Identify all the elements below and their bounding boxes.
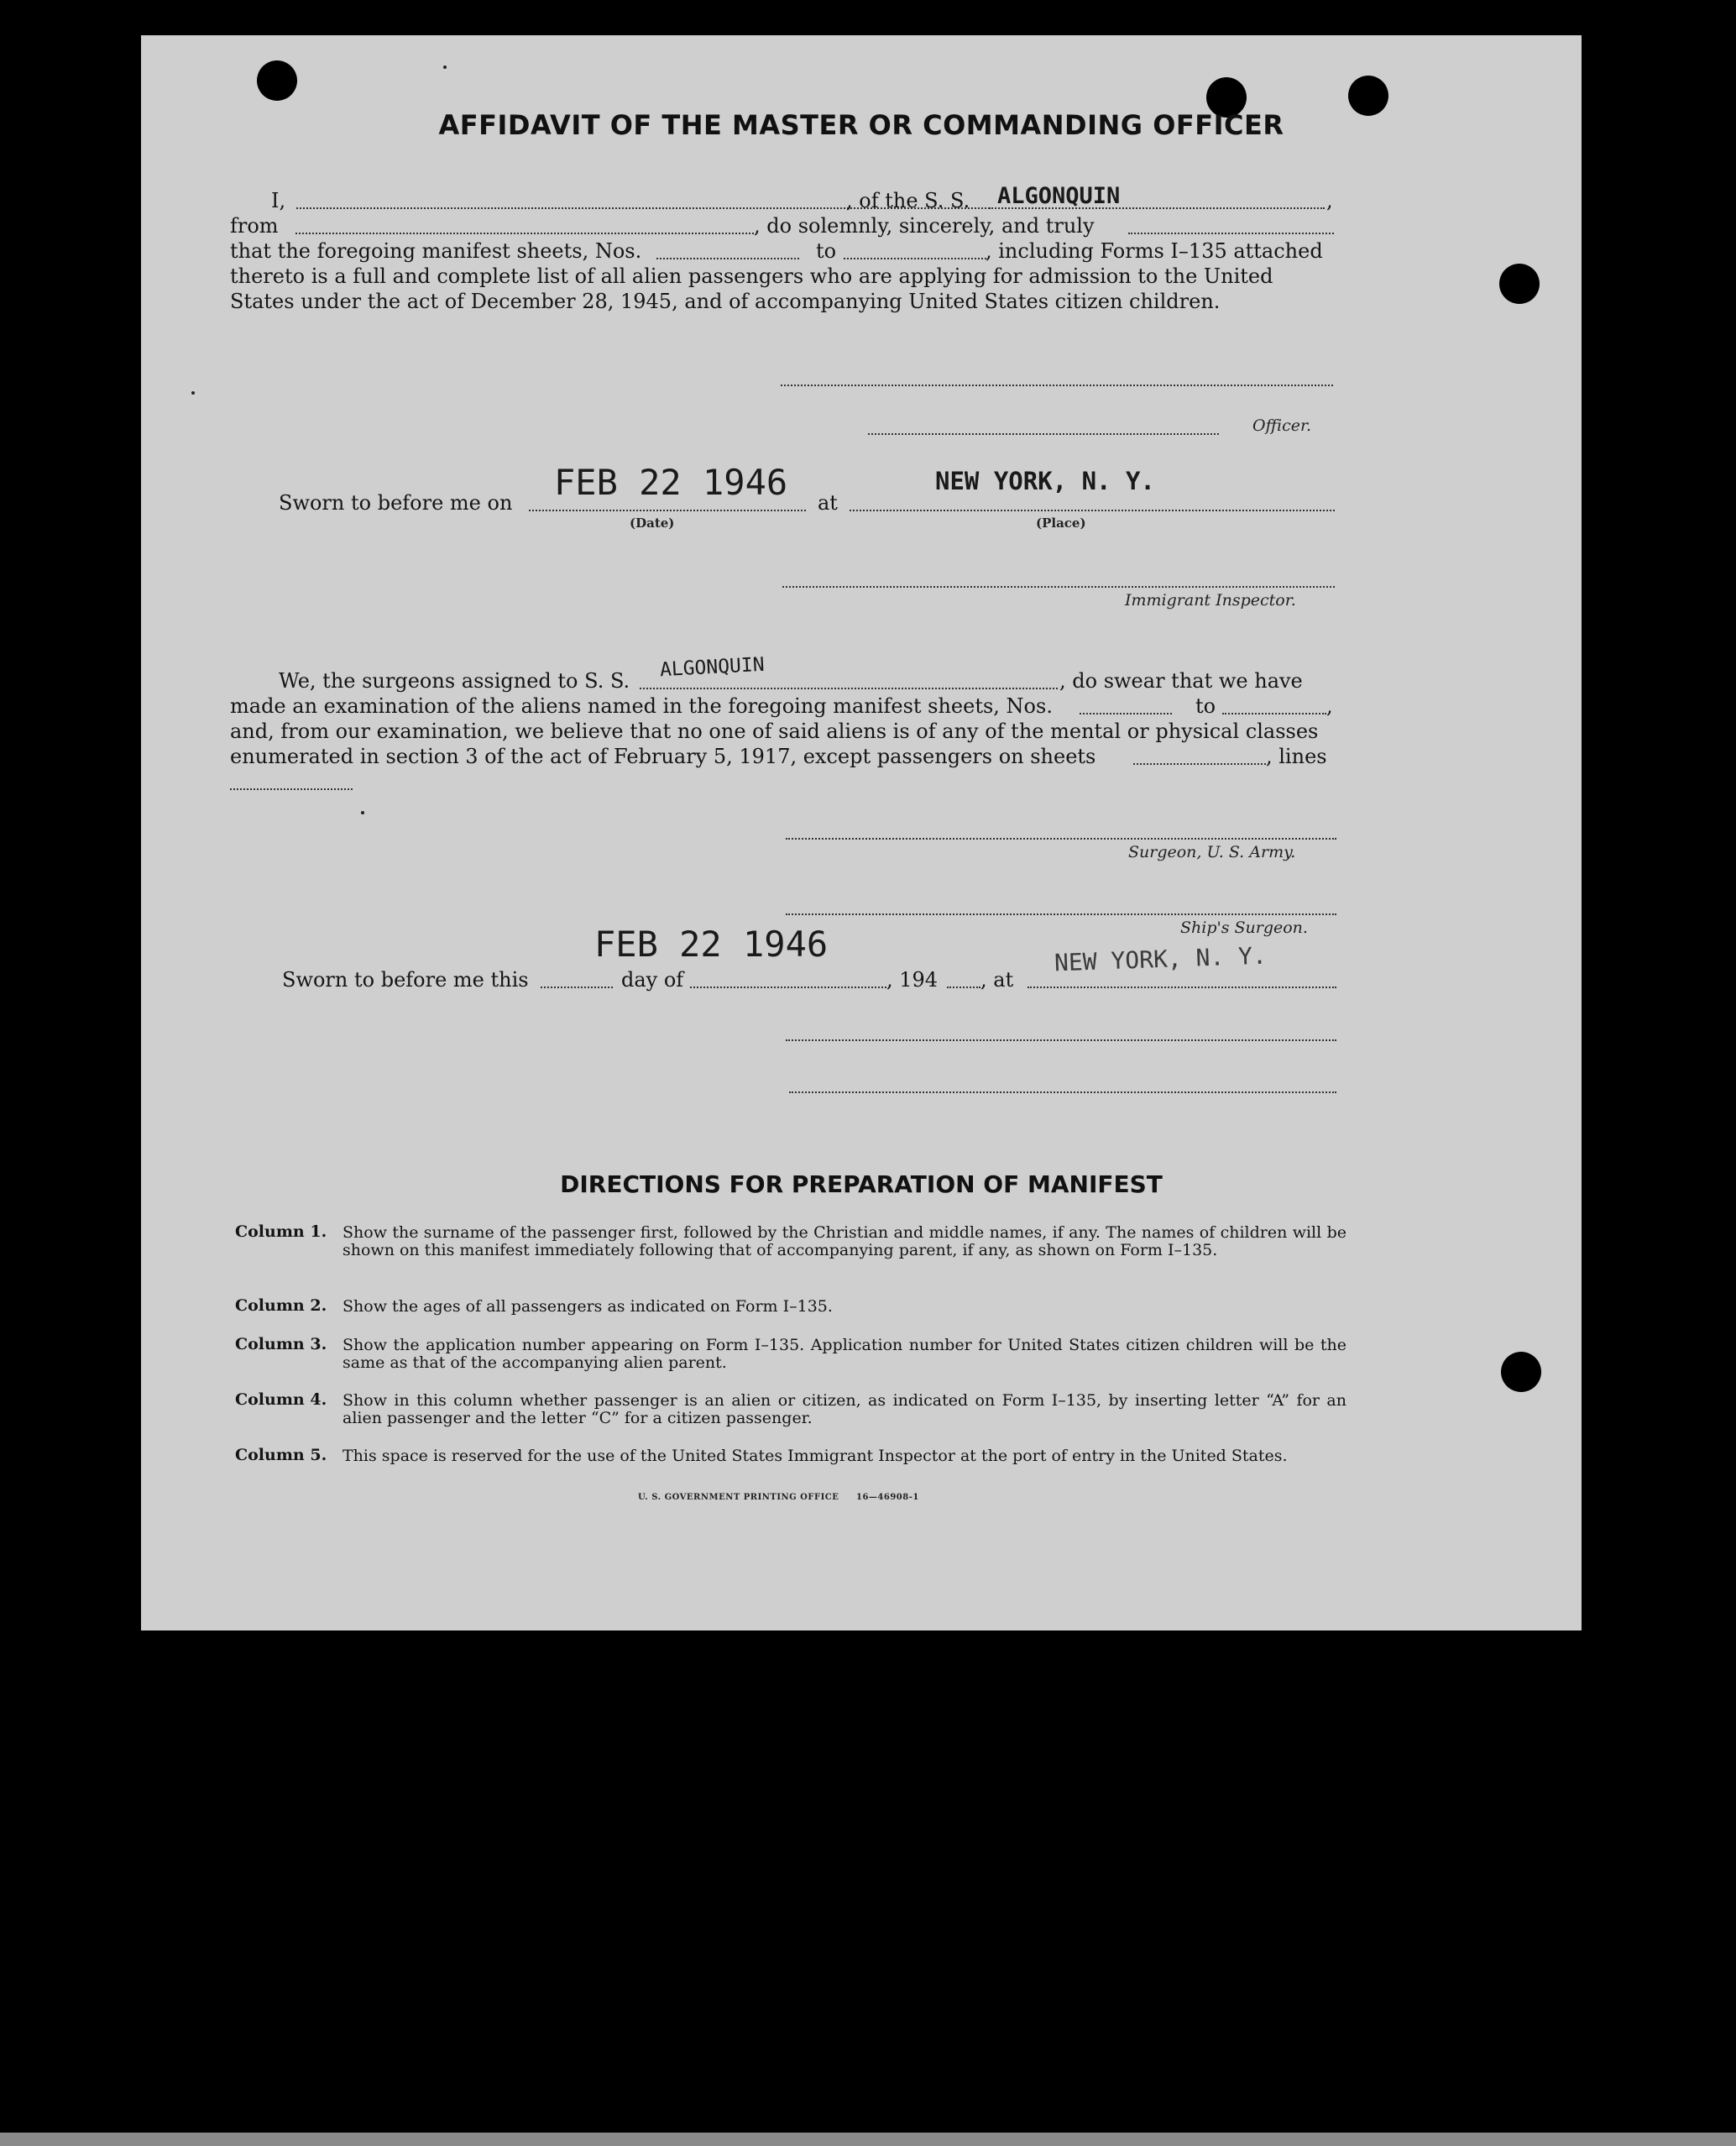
speck bbox=[191, 391, 195, 395]
printer-imprint: U. S. GOVERNMENT PRINTING OFFICE bbox=[638, 1493, 839, 1502]
army-surgeon-caption: Surgeon, U. S. Army. bbox=[1128, 843, 1296, 861]
place-stamp: NEW YORK, N. Y. bbox=[935, 467, 1155, 495]
surgeons-swear: , do swear that we have bbox=[1059, 669, 1303, 693]
place-stamp-2: NEW YORK, N. Y. bbox=[1054, 941, 1268, 977]
inspector-signature-line bbox=[782, 586, 1335, 588]
affidavit-sheets: that the foregoing manifest sheets, Nos. bbox=[230, 239, 642, 263]
sworn2-year-line bbox=[947, 987, 980, 988]
sworn2-month-line bbox=[690, 987, 886, 988]
sworn2-place-line bbox=[1027, 987, 1336, 988]
surgeons-line2: made an examination of the aliens named in the foregoing manifest sheets, Nos. bbox=[230, 694, 1053, 718]
form-code: 16—46908-1 bbox=[856, 1493, 919, 1502]
affidavit-solemnly: , do solemnly, sincerely, and truly bbox=[754, 214, 1095, 238]
affidavit-i: I, bbox=[271, 189, 286, 212]
officer-caption: Officer. bbox=[1252, 416, 1312, 435]
ship-name-line bbox=[989, 207, 1325, 209]
document-page bbox=[141, 35, 1582, 1630]
affidavit-to: to bbox=[816, 239, 837, 263]
date-stamp-2: FEB 22 1946 bbox=[594, 924, 829, 965]
direction-label-1: Column 1. bbox=[235, 1222, 327, 1241]
directions-title: DIRECTIONS FOR PREPARATION OF MANIFEST bbox=[560, 1170, 1163, 1198]
sheet-from-line bbox=[656, 258, 799, 259]
direction-label-5: Column 5. bbox=[235, 1446, 327, 1464]
affidavit-from: from bbox=[230, 214, 279, 238]
sworn2-at: , at bbox=[980, 968, 1014, 992]
sworn-date-line bbox=[529, 510, 806, 511]
punch-hole bbox=[1499, 264, 1540, 304]
scan-edge-band bbox=[0, 2133, 1736, 2146]
date-caption: (Date) bbox=[630, 516, 675, 531]
oath-line bbox=[1128, 233, 1334, 234]
sworn2-signature-line-1 bbox=[786, 1039, 1336, 1041]
direction-label-4: Column 4. bbox=[235, 1390, 327, 1409]
direction-text-3: Show the application number appearing on Form I–135. Application number for United States citizen children will be the same as that of the accompanying alien parent. bbox=[342, 1336, 1346, 1372]
speck bbox=[443, 65, 447, 69]
surgeon-sheet-to-line bbox=[1222, 713, 1326, 714]
surgeon-sheet-from-line bbox=[1080, 713, 1172, 714]
surgeons-intro: We, the surgeons assigned to S. S. bbox=[279, 669, 630, 693]
surgeons-comma: , bbox=[1326, 694, 1333, 718]
punch-hole bbox=[257, 60, 297, 101]
punch-hole bbox=[1501, 1352, 1541, 1392]
affidavit-forms: , including Forms I–135 attached bbox=[986, 239, 1323, 263]
direction-text-1: Show the surname of the passenger first, followed by the Christian and middle names, if any. The names of children will be shown on this manifest immediately following that of accompanying parent, if any, as shown on Form I–135. bbox=[342, 1223, 1346, 1259]
speck bbox=[361, 811, 364, 814]
direction-label-3: Column 3. bbox=[235, 1335, 327, 1353]
sworn2-day-line bbox=[541, 987, 613, 988]
officer-signature-line-1 bbox=[781, 385, 1333, 386]
direction-text-2: Show the ages of all passengers as indicated on Form I–135. bbox=[342, 1297, 833, 1316]
sworn-at: at bbox=[818, 491, 838, 515]
direction-text-5: This space is reserved for the use of the United States Immigrant Inspector at the port of entry in the United States. bbox=[342, 1447, 1288, 1465]
direction-label-2: Column 2. bbox=[235, 1296, 327, 1315]
sworn-place-line bbox=[850, 510, 1335, 511]
affidavit-line4: thereto is a full and complete list of all alien passengers who are applying for admission to the United bbox=[230, 264, 1273, 288]
surgeon-ship-line bbox=[640, 688, 1058, 689]
from-port-line bbox=[295, 233, 754, 234]
sworn2-this: Sworn to before me this bbox=[282, 968, 529, 992]
except-lines-line bbox=[230, 788, 353, 790]
inspector-caption: Immigrant Inspector. bbox=[1125, 591, 1296, 610]
surgeons-to: to bbox=[1195, 694, 1216, 718]
affidavit-title: AFFIDAVIT OF THE MASTER OR COMMANDING OFFICER bbox=[438, 109, 1284, 141]
ship-surgeon-signature-line bbox=[786, 913, 1336, 915]
affidavit-line5: States under the act of December 28, 1945, and of accompanying United States citizen children. bbox=[230, 290, 1221, 313]
affidavit-comma: , bbox=[1326, 189, 1333, 212]
sworn-label: Sworn to before me on bbox=[279, 491, 513, 515]
place-caption: (Place) bbox=[1036, 516, 1086, 531]
ship-surgeon-caption: Ship's Surgeon. bbox=[1180, 919, 1308, 937]
surgeons-line3: and, from our examination, we believe that no one of said aliens is of any of the mental or physical classes bbox=[230, 720, 1319, 743]
surgeon-ship-stamp: ALGONQUIN bbox=[659, 653, 766, 682]
affidavit-of-ss: , of the S. S. bbox=[846, 189, 970, 212]
sheet-to-line bbox=[844, 258, 986, 259]
surgeons-line4: enumerated in section 3 of the act of February 5, 1917, except passengers on sheets bbox=[230, 745, 1096, 768]
except-sheets-line bbox=[1133, 763, 1266, 765]
date-stamp: FEB 22 1946 bbox=[554, 462, 788, 503]
sworn2-year: , 194 bbox=[886, 968, 939, 992]
surgeons-lines: , lines bbox=[1266, 745, 1327, 768]
ship-name-stamp: ALGONQUIN bbox=[997, 183, 1121, 209]
direction-text-4: Show in this column whether passenger is an alien or citizen, as indicated on Form I–135, by inserting letter “A” for an alien passenger and the letter “C” for a citizen passenger. bbox=[342, 1391, 1346, 1427]
army-surgeon-signature-line bbox=[786, 838, 1336, 840]
officer-signature-line-2 bbox=[868, 433, 1219, 435]
sworn2-signature-line-2 bbox=[789, 1091, 1336, 1093]
sworn2-dayof: day of bbox=[621, 968, 684, 992]
